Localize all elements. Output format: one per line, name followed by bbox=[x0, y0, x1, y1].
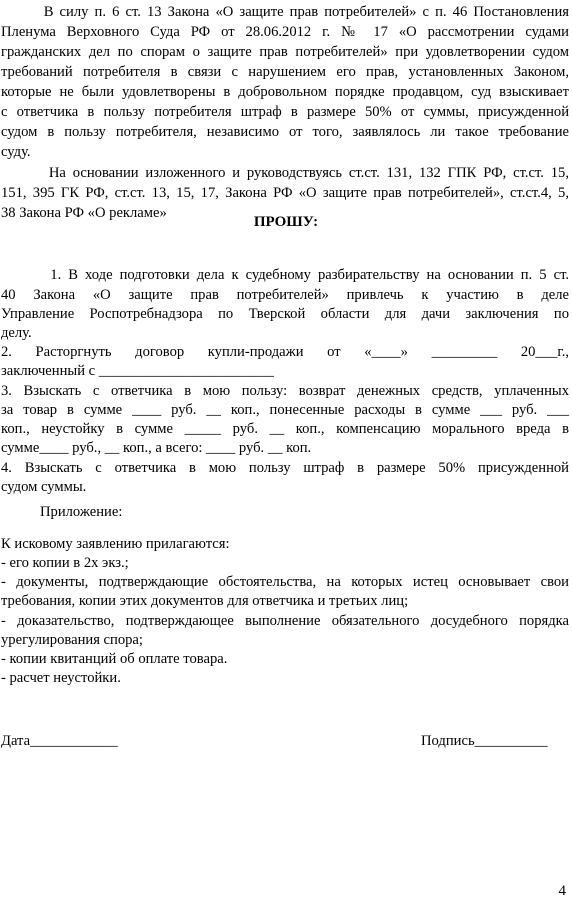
request-line: сумме____ руб., __ коп., а всего: ____ руб. __ коп. bbox=[1, 440, 312, 456]
intro-line: В силу п. 6 ст. 13 Закона «О защите прав потребителей» с п. 46 Постановления bbox=[1, 4, 569, 20]
attachment-line: - расчет неустойки. bbox=[1, 670, 121, 686]
date-field: Дата____________ bbox=[1, 733, 118, 749]
intro-line: судом в пользу потребителя, независимо от того, заявлялось ли такое требование bbox=[1, 124, 569, 140]
attachment-line: - доказательство, подтверждающее выполнение обязательного досудебного порядка bbox=[1, 613, 569, 629]
request-line: 1. В ходе подготовки дела к судебному разбирательству на основании п. 5 ст. bbox=[1, 267, 569, 283]
intro-line: с ответчика в пользу потребителя штраф в размере 50% от суммы, присужденной bbox=[1, 104, 569, 120]
intro-line: гражданских дел по спорам о защите прав потребителей» при удовлетворении судом bbox=[1, 44, 569, 60]
request-line: 2. Расторгнуть договор купли-продажи от «____» _________ 20___г., bbox=[1, 344, 569, 360]
basis-line: На основании изложенного и руководствуясь ст.ст. 131, 132 ГПК РФ, ст.ст. 15, bbox=[1, 165, 569, 181]
page-number: 4 bbox=[558, 883, 566, 899]
basis-line: 151, 395 ГК РФ, ст.ст. 13, 15, 17, Закона РФ «О защите прав потребителей», ст.ст.4, 5, bbox=[1, 185, 569, 201]
request-line: делу. bbox=[1, 325, 32, 341]
signature-field: Подпись__________ bbox=[421, 733, 548, 749]
attachment-line: - копии квитанций об оплате товара. bbox=[1, 651, 228, 667]
attachment-line: - его копии в 2х экз.; bbox=[1, 555, 129, 571]
intro-line: Пленума Верховного Суда РФ от 28.06.2012 г. № 17 «О рассмотрении судами bbox=[1, 24, 569, 40]
request-line: 4. Взыскать с ответчика в мою пользу штраф в размере 50% присужденной bbox=[1, 460, 569, 476]
request-line: коп., неустойку в сумме _____ руб. __ коп., компенсацию морального вреда в bbox=[1, 421, 569, 437]
request-line: за товар в сумме ____ руб. __ коп., понесенные расходы в сумме ___ руб. ___ bbox=[1, 402, 569, 418]
request-line: 3. Взыскать с ответчика в мою пользу: возврат денежных средств, уплаченных bbox=[1, 383, 569, 399]
intro-line: которые не были удовлетворены в добровольном порядке продавцом, суд взыскивает bbox=[1, 84, 569, 100]
attachment-line: К исковому заявлению прилагаются: bbox=[1, 536, 230, 552]
intro-line: требований потребителя в связи с нарушением его прав, установленных Законом, bbox=[1, 64, 569, 80]
request-line: Управление Роспотребнадзора по Тверской области для дачи заключения по bbox=[1, 306, 569, 322]
request-line: судом суммы. bbox=[1, 479, 87, 495]
intro-line: суду. bbox=[1, 144, 31, 160]
request-line: заключенный с ________________________ bbox=[1, 363, 274, 379]
attachment-line: - документы, подтверждающие обстоятельства, на которых истец основывает свои bbox=[1, 574, 569, 590]
basis-line: 38 Закона РФ «О рекламе» bbox=[1, 205, 167, 221]
attachment-line: урегулирования спора; bbox=[1, 632, 143, 648]
attachment-line: требования, копии этих документов для ответчика и третьих лиц; bbox=[1, 593, 409, 609]
appendix-label: Приложение: bbox=[40, 504, 123, 520]
request-heading: ПРОШУ: bbox=[253, 214, 319, 230]
request-line: 40 Закона «О защите прав потребителей» привлечь к участию в деле bbox=[1, 287, 569, 303]
